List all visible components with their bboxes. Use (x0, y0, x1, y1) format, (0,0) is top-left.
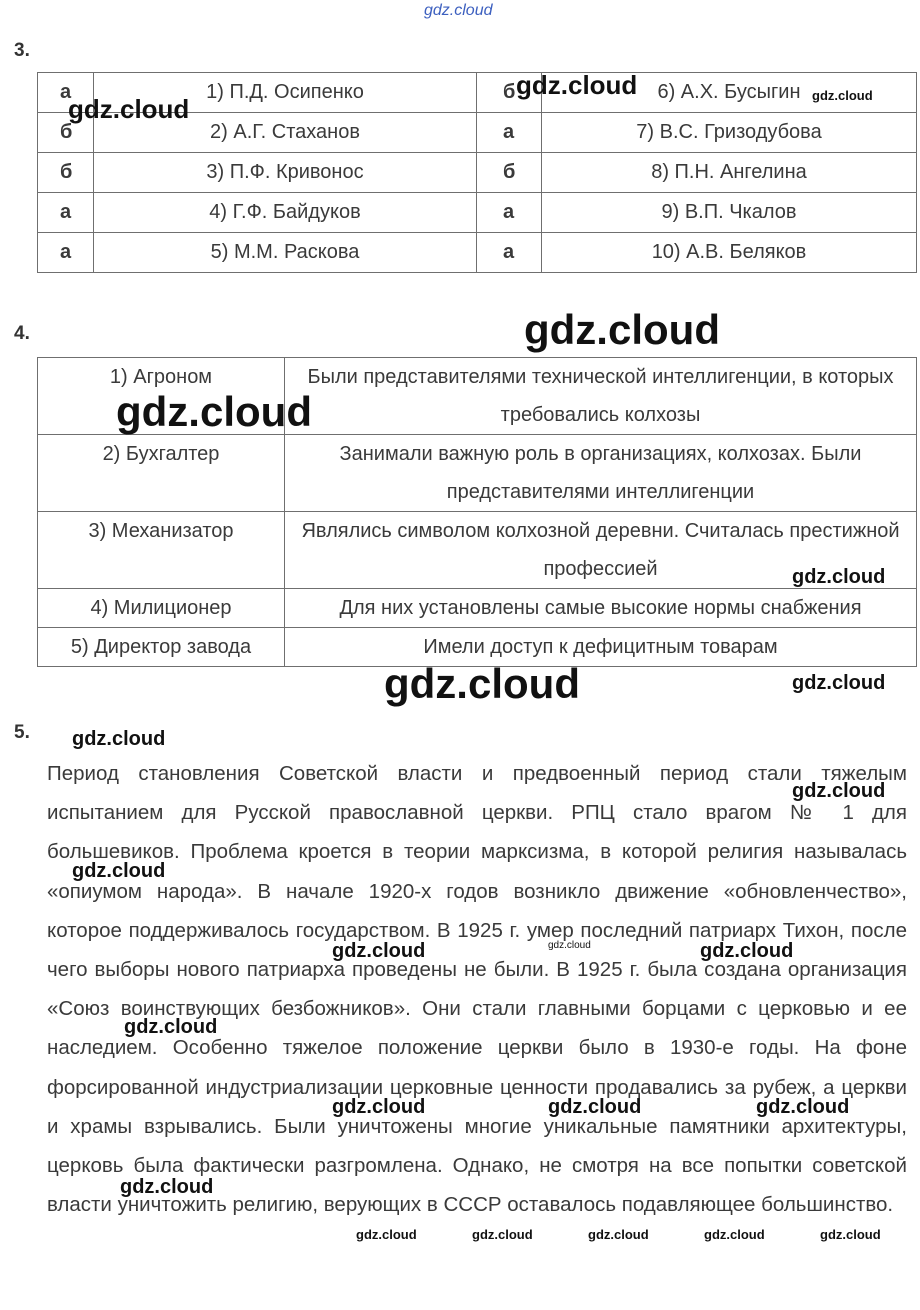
watermark: gdz.cloud (700, 940, 794, 962)
profession: 2) Бухгалтер (38, 435, 285, 512)
person-name: 5) М.М. Раскова (94, 233, 477, 273)
task-5-paragraph: Период становления Советской власти и предвоенный период стали тяжелым испытанием для Русской православной церкви. РПЦ стало врагом № 1 для большевиков. Проблема кроется в теории марксизма, в которой религия называлась «опиумом народа». В начале 1920-х годов возникло движение «обновленчество», которое поддерживалось государством. В 1925 г. умер последний патриарх Тихон, после чего выборы нового патриарха проведены не были. В 1925 г. была создана организация «Союз воинствующих безбожников». Они стали главными борцами с церковью и ее наследием. Особенно тяжелое положение церкви было в 1930-е годы. На фоне форсированной индустриализации церковные ценности продавались за рубеж, а церкви и храмы взрывались. Были уничтожены многие уникальные памятники архитектуры, церковь была фактически разгромлена. Однако, не смотря на все попытки советской власти уничтожить религию, верующих в СССР оставалось подавляющее большинство. (47, 762, 907, 1217)
answer-letter: а (38, 193, 94, 233)
answer-letter: б (38, 113, 94, 153)
watermark: gdz.cloud (124, 1016, 218, 1038)
watermark: gdz.cloud (812, 88, 873, 103)
table-row (38, 512, 917, 589)
table-row (38, 233, 917, 273)
table-row (38, 435, 917, 512)
watermark: gdz.cloud (792, 672, 886, 694)
task-3-number: 3. (14, 40, 30, 61)
answer-letter: б (38, 153, 94, 193)
watermark: gdz.cloud (332, 940, 426, 962)
answer-letter: а (477, 193, 542, 233)
watermark: gdz.cloud (72, 860, 166, 882)
answer-letter: б (477, 153, 542, 193)
watermark: gdz.cloud (72, 728, 166, 750)
watermark: gdz.cloud (384, 660, 580, 707)
answer-letter: а (477, 113, 542, 153)
table-row (38, 193, 917, 233)
watermark: gdz.cloud (548, 1096, 642, 1118)
watermark: gdz.cloud (332, 1096, 426, 1118)
answer-letter: а (477, 233, 542, 273)
person-name: 3) П.Ф. Кривонос (94, 153, 477, 193)
person-name: 7) В.С. Гризодубова (542, 113, 917, 153)
task-5-number: 5. (14, 722, 30, 743)
person-name: 4) Г.Ф. Байдуков (94, 193, 477, 233)
watermark: gdz.cloud (116, 388, 312, 435)
watermark: gdz.cloud (792, 566, 886, 588)
person-name: 2) А.Г. Стаханов (94, 113, 477, 153)
watermark: gdz.cloud (548, 940, 591, 951)
person-name: 8) П.Н. Ангелина (542, 153, 917, 193)
profession: 5) Директор завода (38, 628, 285, 667)
watermark: gdz.cloud (524, 306, 720, 353)
profession: 3) Механизатор (38, 512, 285, 589)
answer-letter: а (38, 73, 94, 113)
profession: 4) Милиционер (38, 589, 285, 628)
watermark-top: gdz.cloud (424, 2, 493, 19)
answer-letter: б (477, 73, 542, 113)
watermark: gdz.cloud (68, 94, 190, 124)
table-row (38, 153, 917, 193)
description: Были представителями технической интеллигенции, в которых требовались колхозы (285, 358, 917, 435)
watermark: gdz.cloud (356, 1227, 417, 1242)
watermark: gdz.cloud (472, 1227, 533, 1242)
person-name: 10) А.В. Беляков (542, 233, 917, 273)
description: Имели доступ к дефицитным товарам (285, 628, 917, 667)
person-name: 6) А.Х. Бусыгин (542, 73, 917, 113)
watermark: gdz.cloud (704, 1227, 765, 1242)
answer-letter: а (38, 233, 94, 273)
task-4-number: 4. (14, 323, 30, 344)
watermark: gdz.cloud (756, 1096, 850, 1118)
watermark: gdz.cloud (820, 1227, 881, 1242)
person-name: 9) В.П. Чкалов (542, 193, 917, 233)
description: Являлись символом колхозной деревни. Считалась престижной профессией (285, 512, 917, 589)
watermark: gdz.cloud (588, 1227, 649, 1242)
watermark: gdz.cloud (516, 70, 638, 100)
profession: 1) Агроном (38, 358, 285, 435)
person-name: 1) П.Д. Осипенко (94, 73, 477, 113)
watermark: gdz.cloud (792, 780, 886, 802)
description: Занимали важную роль в организациях, колхозах. Были представителями интеллигенции (285, 435, 917, 512)
watermark: gdz.cloud (120, 1176, 214, 1198)
description: Для них установлены самые высокие нормы снабжения (285, 589, 917, 628)
table-row (38, 589, 917, 628)
